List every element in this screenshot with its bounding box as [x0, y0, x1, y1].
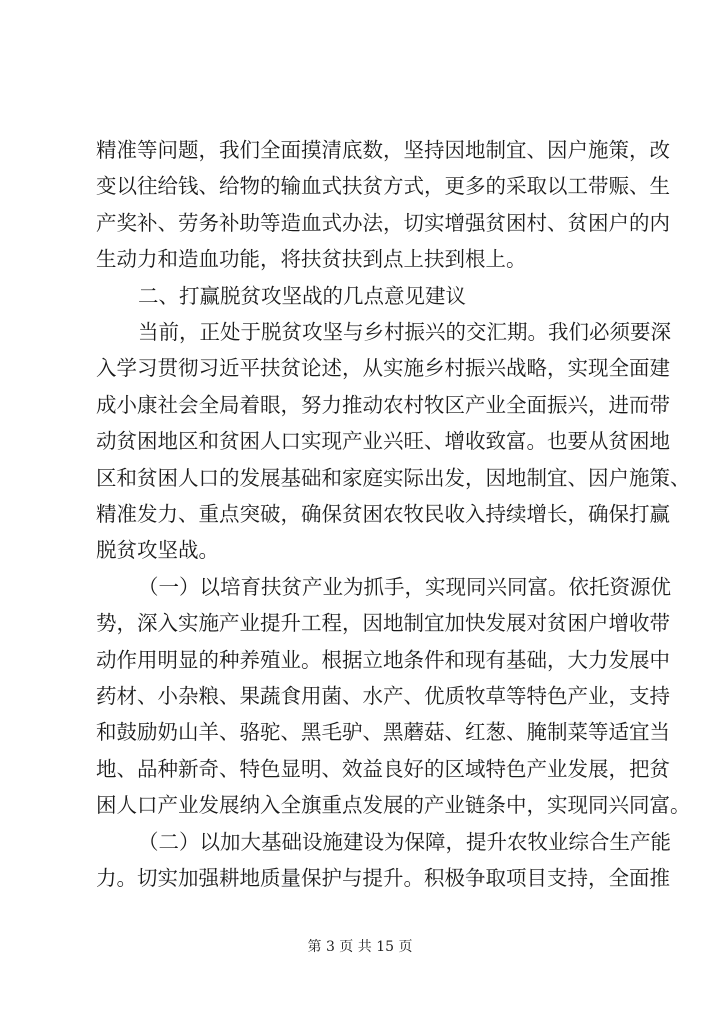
- text-line: 和鼓励奶山羊、骆驼、黑毛驴、黑蘑菇、红葱、腌制菜等适宜当: [96, 720, 670, 745]
- text-line: 精准发力、重点突破，确保贫困农牧民收入持续增长，确保打赢: [96, 502, 670, 526]
- text-line: 入学习贯彻习近平扶贫论述，从实施乡村振兴战略，实现全面建: [96, 356, 670, 381]
- text-line: 成小康社会全局着眼，努力推动农村牧区产业全面振兴，进而带: [96, 392, 670, 417]
- text-line: 力。切实加强耕地质量保护与提升。积极争取项目支持，全面推: [96, 866, 670, 890]
- text-line: 动作用明显的种养殖业。根据立地条件和现有基础，大力发展中: [96, 647, 670, 672]
- text-line: 精准等问题，我们全面摸清底数，坚持因地制宜、因户施策，改: [96, 138, 670, 162]
- text-line: 动贫困地区和贫困人口实现产业兴旺、增收致富。也要从贫困地: [96, 429, 670, 454]
- text-line: 变以往给钱、给物的输血式扶贫方式，更多的采取以工带赈、生: [96, 174, 670, 199]
- text-line: 药材、小杂粮、果蔬食用菌、水产、优质牧草等特色产业，支持: [96, 684, 670, 708]
- text-line: 地、品种新奇、特色显明、效益良好的区域特色产业发展，把贫: [96, 756, 670, 781]
- text-line: 区和贫困人口的发展基础和家庭实际出发，因地制宜、因户施策、: [96, 465, 691, 490]
- page-number-footer: 第 3 页 共 15 页: [307, 939, 413, 955]
- text-line: 困人口产业发展纳入全旗重点发展的产业链条中，实现同兴同富。: [96, 793, 691, 818]
- text-line: 产奖补、劳务补助等造血式办法，切实增强贫困村、贫困户的内: [96, 210, 670, 235]
- text-line: （二）以加大基础设施建设为保障，提升农牧业综合生产能: [138, 829, 671, 854]
- text-line: 当前，正处于脱贫攻坚与乡村振兴的交汇期。我们必须要深: [138, 320, 671, 344]
- text-line: （一）以培育扶贫产业为抓手，实现同兴同富。依托资源优: [138, 574, 671, 599]
- text-line: 生动力和造血功能，将扶贫扶到点上扶到根上。: [96, 247, 527, 272]
- text-line: 势，深入实施产业提升工程，因地制宜加快发展对贫困户增收带: [96, 611, 670, 636]
- section-heading: 二、打赢脱贫攻坚战的几点意见建议: [138, 283, 466, 308]
- text-line: 脱贫攻坚战。: [96, 538, 219, 563]
